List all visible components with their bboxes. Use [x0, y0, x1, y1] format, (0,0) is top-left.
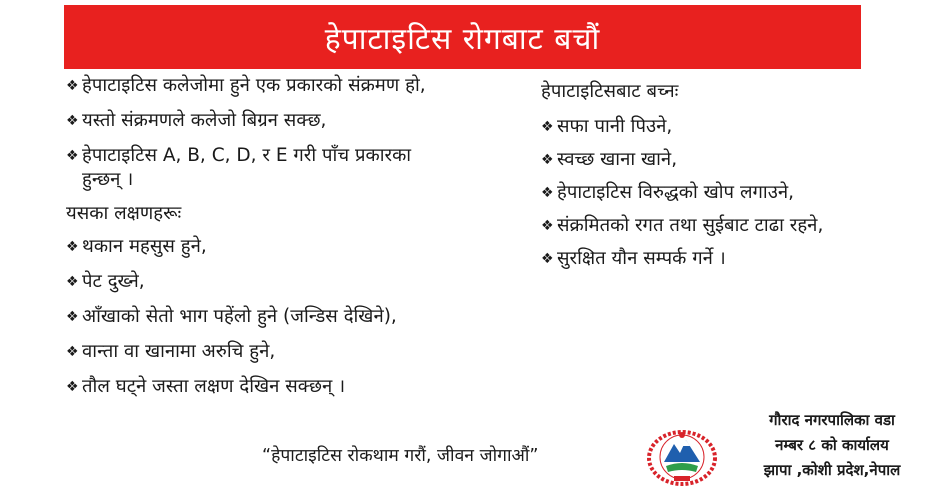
symptom-text: पेट दुख्ने,	[82, 271, 145, 292]
right-column	[541, 80, 921, 271]
bullet-icon: ❖	[66, 379, 79, 395]
bullet-icon: ❖	[66, 309, 79, 325]
types-text: हेपाटाइटिस A, B, C, D, र E गरी पाँच प्रकारका	[82, 145, 412, 166]
office-block	[728, 408, 936, 483]
types-item-continued: हुन्छन् ।	[82, 169, 134, 190]
intro-item	[66, 74, 536, 98]
bullet-icon: ❖	[66, 148, 79, 164]
bullet-icon: ❖	[66, 344, 79, 360]
symptom-text: थकान महसुस हुने,	[82, 236, 207, 257]
prevention-text: हेपाटाइटिस विरुद्धको खोप लगाउने,	[557, 182, 794, 203]
prevention-item	[541, 181, 921, 205]
prevention-item	[541, 148, 921, 172]
symptoms-heading: यसका लक्षणहरूः	[66, 203, 182, 224]
symptom-item	[66, 270, 536, 294]
prevention-heading: हेपाटाइटिसबाट बच्नः	[541, 81, 679, 102]
nepal-government-emblem-icon	[646, 426, 718, 486]
intro-text: हेपाटाइटिस कलेजोमा हुने एक प्रकारको संक्रमण हो,	[82, 75, 426, 96]
office-line: नम्बर ८ को कार्यालय	[775, 436, 889, 454]
intro-item	[66, 109, 536, 133]
prevention-text: स्वच्छ खाना खाने,	[557, 149, 678, 170]
symptom-item	[66, 235, 536, 259]
bullet-icon: ❖	[66, 274, 79, 290]
prevention-item	[541, 214, 921, 238]
prevention-text: सफा पानी पिउने,	[557, 116, 673, 137]
bullet-icon: ❖	[66, 113, 79, 129]
types-item	[66, 144, 536, 168]
page-title: हेपाटाइटिस रोगबाट बचौं	[324, 21, 601, 57]
symptom-item	[66, 305, 536, 329]
bullet-icon: ❖	[541, 152, 554, 168]
symptom-text: आँखाको सेतो भाग पहेंलो हुने (जन्डिस देखिने),	[82, 306, 397, 327]
prevention-item	[541, 247, 921, 271]
bullet-icon: ❖	[66, 78, 79, 94]
bullet-icon: ❖	[541, 251, 554, 267]
bullet-icon: ❖	[541, 119, 554, 135]
title-banner	[64, 5, 861, 69]
bullet-icon: ❖	[66, 239, 79, 255]
prevention-item	[541, 115, 921, 139]
office-line: गौराद नगरपालिका वडा	[769, 411, 895, 429]
left-column	[66, 74, 536, 399]
prevention-text: संक्रमितको रगत तथा सुईबाट टाढा रहने,	[557, 215, 824, 236]
prevention-text: सुरक्षित यौन सम्पर्क गर्ने ।	[557, 248, 726, 269]
symptom-item	[66, 340, 536, 364]
symptom-text: तौल घट्ने जस्ता लक्षण देखिन सक्छन् ।	[82, 376, 346, 397]
symptom-text: वान्ता वा खानामा अरुचि हुने,	[82, 341, 276, 362]
office-line: झापा ,कोशी प्रदेश,नेपाल	[763, 461, 901, 479]
bullet-icon: ❖	[541, 185, 554, 201]
slogan: “हेपाटाइटिस रोकथाम गरौं, जीवन जोगाऔं”	[262, 446, 539, 466]
symptom-item	[66, 375, 536, 399]
bullet-icon: ❖	[541, 218, 554, 234]
intro-text: यस्तो संक्रमणले कलेजो बिग्रन सक्छ,	[82, 110, 327, 131]
